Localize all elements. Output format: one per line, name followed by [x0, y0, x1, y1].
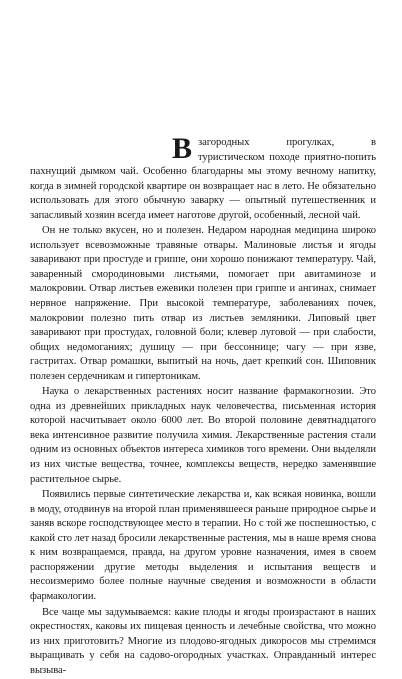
drop-cap: В — [172, 132, 192, 165]
article-body — [30, 132, 376, 679]
paragraph-2: Он не только вкусен, но и полезен. Недаром народная медицина широко использует всевозможные травяные отвары. Малиновые листья и ягоды заваривают при простуде и гриппе, они хорошо понижают температуру. Чай, заваренный смородиновыми листьями, помогает при авитаминозе и малокровии. Отвар листьев ежевики полезен при гриппе и ангинах, снимает нервное напряжение. При высокой температуре, заболеваниях почек, малокровии полезно пить отвар из листьев земляники. Липовый цвет заваривают при простудах, головной боли; клевер луговой — при слабости, общих недомоганиях; душицу — при бессоннице; чагу — при язве, гастритах. Отвар ромашки, выпитый на ночь, дает крепкий сон. Шиповник полезен сердечникам и гипертоникам. — [30, 225, 376, 382]
paragraph-3: Наука о лекарственных растениях носит название фармакогнозии. Это одна из древнейших прикладных наук человечества, письменная история которой насчитывает около 6000 лет. Во второй половине девятнадцатого века интенсивное развитие получила химия. Лекарственные растения стали одним из основных объектов интереса химиков того времени. Они выделяли из них чистые вещества, точнее, комплексы веществ, нередко заменявшие растительное сырье. — [30, 386, 376, 485]
paragraph-1 — [30, 132, 376, 223]
paragraph-1-text: загородных прогулках, в туристическом походе приятно-попить пахнущий дымком чай. Особенно благодарны мы этому вечному напитку, когда в зимней городской квартире он возвращает нас в лето. Не обязательно использовать для этого обычную заварку — опытный путешественник и запасливый хозяин всегда имеет наготове другой, особенный, лесной чай. — [30, 137, 376, 221]
paragraph-5: Все чаще мы задумываемся: какие плоды и ягоды произрастают в наших окрестностях, каковы их пищевая ценность и лечебные свойства, что можно из них приготовить? Многие из плодово-ягодных дикоросов мы стремимся выращивать у себя на садово-огородных участках. Оправданный интерес вызыва- — [30, 606, 376, 676]
paragraph-4: Появились первые синтетические лекарства и, как всякая новинка, вошли в моду, отодвинув на второй план применявшееся раньше природное сырье и заняв вскоре господствующее место в терапии. Но с той же поспешностью, с какой сто лет назад бросили лекарственные растения, мы в наше время снова к ним возвращаемся, правда, на другом уровне назначения, имея в своем распоряжении другие методы выделения и испытания веществ и несоизмеримо более полные научные сведения и возможности в области фармакологии. — [30, 489, 376, 602]
